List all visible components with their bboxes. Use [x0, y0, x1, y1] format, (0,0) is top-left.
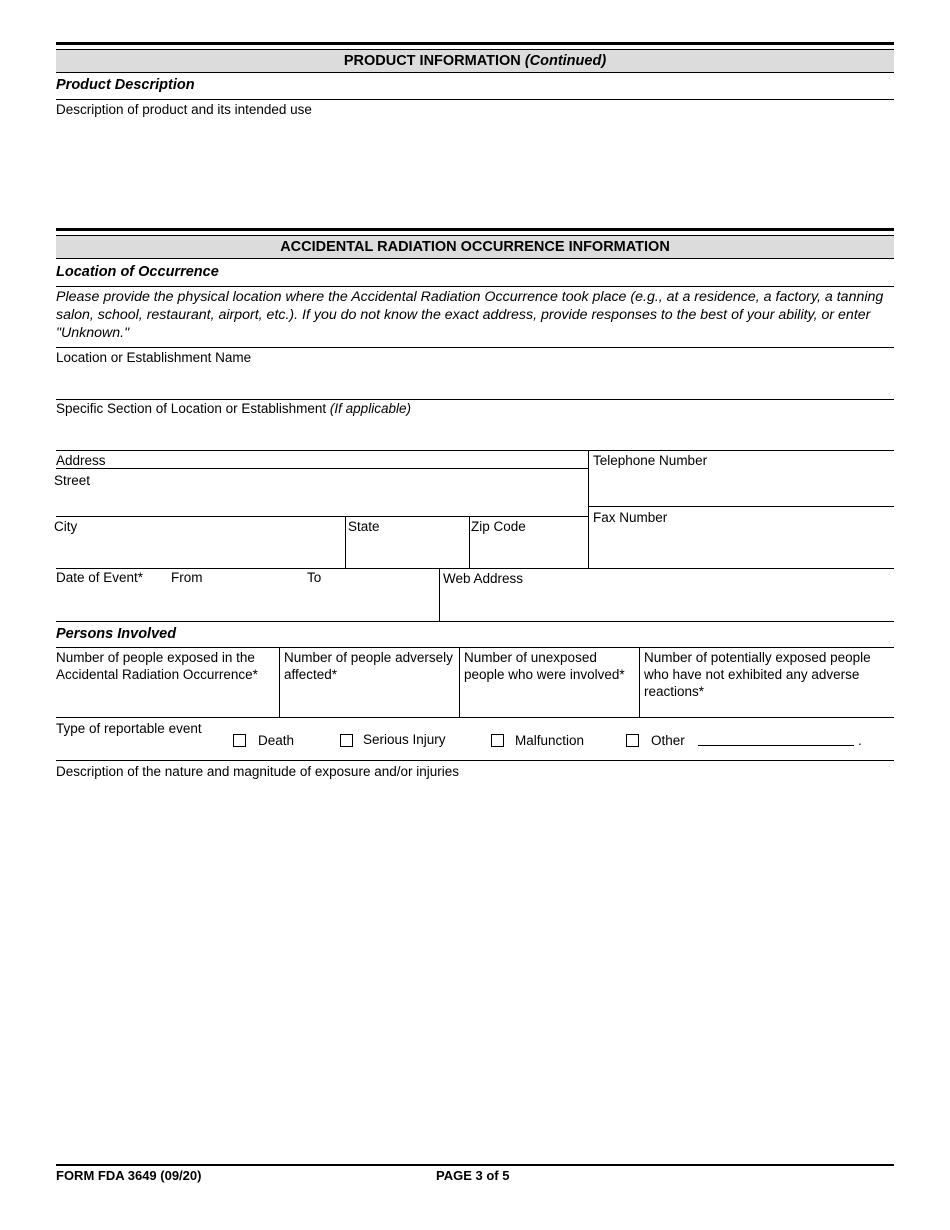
product-description-field[interactable]: [56, 120, 892, 220]
specific-section-field[interactable]: [56, 422, 892, 446]
telephone-label: Telephone Number: [593, 453, 708, 468]
section-top-rule: [56, 42, 894, 45]
city-field[interactable]: [56, 538, 342, 562]
divider: [56, 621, 894, 622]
malfunction-checkbox[interactable]: [491, 734, 504, 747]
web-address-field[interactable]: [443, 592, 891, 616]
other-label: Other: [651, 733, 685, 748]
date-from-field[interactable]: [171, 590, 299, 614]
divider: [459, 647, 460, 717]
specific-section-label: Specific Section of Location or Establishment: [56, 401, 327, 416]
product-description-label: Description of product and its intended use: [56, 102, 312, 117]
divider: [56, 760, 894, 761]
divider: [469, 516, 470, 568]
location-instructions: Please provide the physical location where the Accidental Radiation Occurrence took place (e.g., at a residence, a factory, a tanning salon, school, restaurant, airport, etc.). If you do not know the exact address, provide responses to the best of your ability, or enter "Unknown.": [56, 289, 884, 341]
death-checkbox[interactable]: [233, 734, 246, 747]
street-field[interactable]: [56, 490, 584, 512]
date-of-event-label: Date of Event*: [56, 570, 144, 585]
death-label: Death: [258, 733, 295, 748]
state-label: State: [348, 519, 380, 534]
product-info-title: PRODUCT INFORMATION: [343, 53, 521, 69]
event-type-label: Type of reportable event: [56, 721, 202, 736]
zip-field[interactable]: [471, 538, 585, 562]
divider: [279, 647, 280, 717]
people-affected-field[interactable]: [284, 690, 454, 712]
web-address-label: Web Address: [443, 571, 524, 586]
divider: [588, 506, 894, 507]
section-top-rule: [56, 228, 894, 231]
divider: [56, 717, 894, 718]
specific-section-label-wrap: [56, 400, 411, 417]
people-unexposed-label: Number of unexposed people who were involved*: [464, 650, 625, 682]
people-exposed-label: Number of people exposed in the Accidental Radiation Occurrence*: [56, 650, 258, 682]
address-label: Address: [56, 453, 106, 468]
people-exposed-field[interactable]: [56, 690, 274, 712]
telephone-field[interactable]: [593, 474, 891, 500]
location-name-field[interactable]: [56, 372, 892, 396]
occurrence-title: ACCIDENTAL RADIATION OCCURRENCE INFORMATION: [280, 239, 670, 255]
divider: [439, 568, 440, 621]
location-heading: Location of Occurrence: [56, 264, 219, 280]
street-label: Street: [54, 473, 91, 488]
divider: [639, 647, 640, 717]
serious-injury-label: Serious Injury: [363, 732, 446, 747]
fax-label: Fax Number: [593, 510, 668, 525]
fax-field[interactable]: [593, 532, 891, 562]
divider: [588, 450, 589, 568]
specific-section-note: (If applicable): [329, 401, 411, 416]
zip-label: Zip Code: [471, 519, 526, 534]
other-specify-field[interactable]: [698, 731, 854, 746]
people-potential-label: Number of potentially exposed people who have not exhibited any adverse reactions*: [644, 650, 871, 699]
state-field[interactable]: [348, 538, 466, 562]
date-from-label: From: [171, 570, 203, 585]
product-info-header: [56, 49, 894, 73]
footer-rule: [56, 1164, 894, 1166]
people-unexposed-field[interactable]: [464, 690, 634, 712]
nature-description-field[interactable]: [56, 784, 892, 1154]
page-number: PAGE 3 of 5: [436, 1168, 510, 1183]
divider: [56, 516, 588, 517]
divider: [56, 286, 894, 287]
malfunction-label: Malfunction: [515, 733, 585, 748]
city-label: City: [54, 519, 78, 534]
nature-description-label: Description of the nature and magnitude of exposure and/or injuries: [56, 764, 459, 779]
divider: [345, 516, 346, 568]
divider: [56, 450, 894, 451]
other-terminator: .: [858, 733, 862, 748]
other-checkbox[interactable]: [626, 734, 639, 747]
divider: [56, 647, 894, 648]
product-info-continued: (Continued): [524, 53, 607, 69]
date-to-label: To: [307, 570, 322, 585]
form-id: FORM FDA 3649 (09/20): [56, 1168, 202, 1183]
location-name-label: Location or Establishment Name: [56, 350, 252, 365]
occurrence-header: [56, 235, 894, 259]
divider: [56, 347, 894, 348]
product-description-heading: Product Description: [56, 77, 195, 93]
divider: [56, 468, 588, 469]
date-to-field[interactable]: [307, 590, 435, 614]
people-potential-field[interactable]: [644, 703, 890, 715]
divider: [56, 99, 894, 100]
persons-involved-heading: Persons Involved: [56, 626, 177, 642]
people-affected-label: Number of people adversely affected*: [284, 650, 453, 682]
serious-injury-checkbox[interactable]: [340, 734, 353, 747]
